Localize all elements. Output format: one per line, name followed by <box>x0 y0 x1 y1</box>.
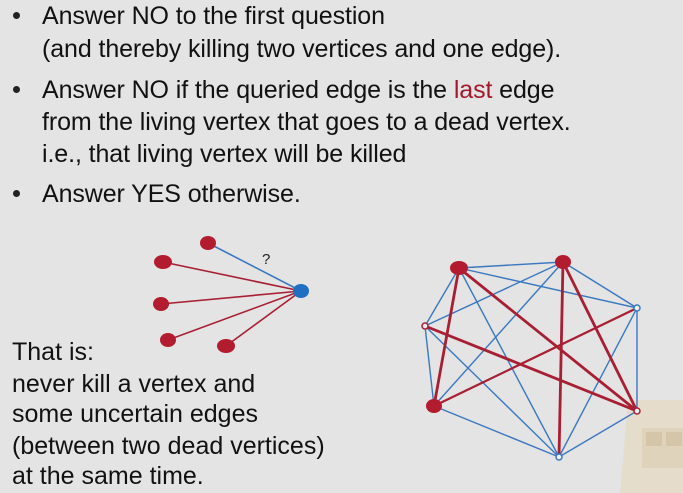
uncertain-edge <box>434 262 563 406</box>
note-line: some uncertain edges <box>12 400 258 428</box>
bullet-text-line: Answer YES otherwise. <box>42 180 301 208</box>
uncertain-edge <box>459 268 559 457</box>
dead-vertex <box>154 255 172 269</box>
highlighted-word-last: last <box>453 76 493 104</box>
living-vertex <box>634 305 640 311</box>
query-label: ? <box>262 251 271 268</box>
left-star-diagram <box>153 236 309 353</box>
right-graph-diagram <box>422 255 640 460</box>
living-vertex <box>556 454 562 460</box>
crest-watermark <box>620 400 683 493</box>
living-vertex <box>634 408 640 414</box>
dead-edge <box>459 268 637 411</box>
dead-edge <box>161 291 301 304</box>
dead-vertex <box>450 261 468 275</box>
uncertain-edge <box>208 243 301 291</box>
uncertain-edge <box>459 262 563 268</box>
uncertain-edge <box>425 326 434 406</box>
dead-edge <box>226 291 301 346</box>
uncertain-edge <box>434 406 559 457</box>
dead-vertex <box>426 399 442 413</box>
uncertain-edge <box>425 262 563 326</box>
dead-vertex <box>153 297 169 311</box>
bullet-text-segment: Answer NO if the queried edge is the <box>42 76 454 104</box>
bullet-text-line: (and thereby killing two vertices and one edge). <box>42 35 562 63</box>
note-line: never kill a vertex and <box>12 370 256 398</box>
dead-edge <box>168 291 301 340</box>
dead-vertex <box>160 333 176 347</box>
bullet-text-line: from the living vertex that goes to a dead vertex. <box>42 108 571 136</box>
dead-vertex <box>555 255 571 269</box>
bullet-text-line: Answer NO to the first question <box>42 2 385 30</box>
note-line: (between two dead vertices) <box>12 432 325 460</box>
bullet-text-line: i.e., that living vertex will be killed <box>42 140 407 168</box>
dead-edge <box>434 308 637 406</box>
living-vertex <box>293 284 309 298</box>
note-line: at the same time. <box>12 462 204 490</box>
bullet-text-segment: edge <box>492 76 555 104</box>
dead-vertex <box>217 339 235 353</box>
dead-vertex <box>200 236 216 250</box>
living-vertex <box>422 323 428 329</box>
dead-edge <box>163 262 301 291</box>
note-line: That is: <box>12 338 94 366</box>
